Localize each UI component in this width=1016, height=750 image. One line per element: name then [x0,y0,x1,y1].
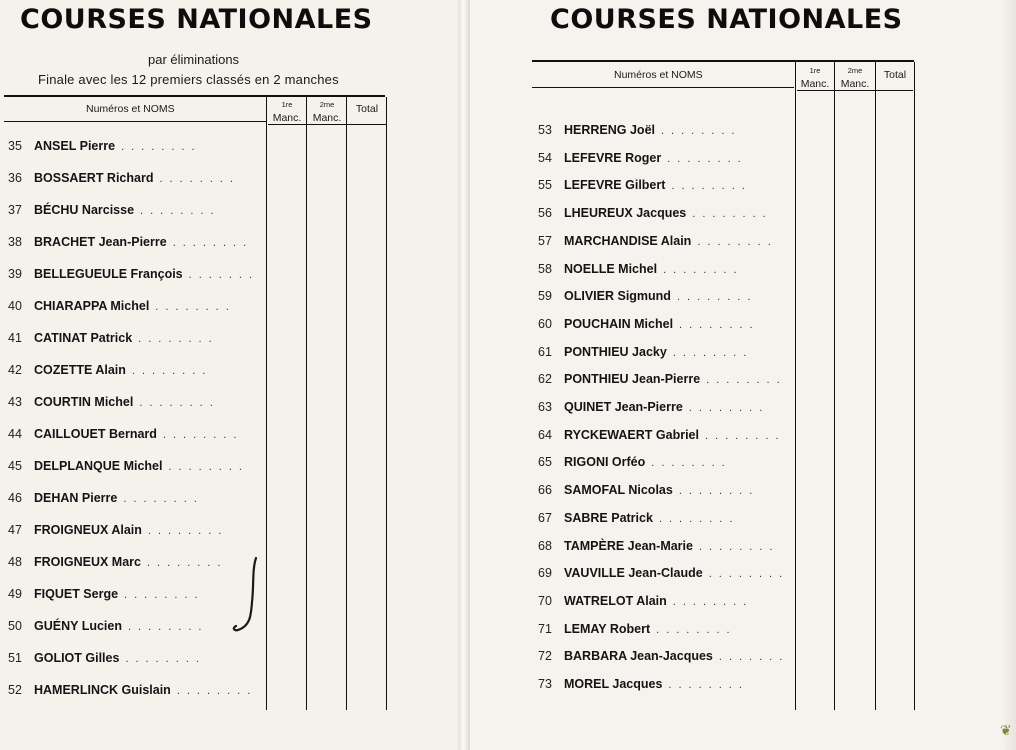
entry-number: 65 [538,455,552,470]
left-header-names: Numéros et NOMS [86,103,175,115]
left-page [0,0,458,750]
entry-number: 58 [538,261,552,276]
right-col-divider-4 [914,62,915,710]
entry-name: POUCHAIN Michel [564,316,674,331]
entry-row [8,139,202,153]
entry-number: 68 [538,538,552,553]
entry-name: OLIVIER Sigmund [564,289,671,304]
entry-row [8,363,212,377]
entry-number: 37 [8,203,22,217]
entry-row [538,622,737,636]
entry-row [8,395,220,409]
entry-row [538,539,779,553]
leader-dots: ........ [155,301,236,313]
entry-name: MARCHANDISE Alain [564,233,692,248]
leader-dots: ........ [661,125,742,137]
right-header-manche1 [798,65,832,90]
entry-number: 38 [8,235,22,249]
entry-row [538,151,748,165]
entry-number: 41 [8,331,22,345]
entry-number: 40 [8,299,22,313]
leader-dots: ........ [663,263,744,276]
leader-dots: ........ [176,685,258,697]
entry-name: SAMOFAL Nicolas [564,483,673,498]
entry-name: BELLEGUEULE François [34,267,183,281]
leader-dots: ........ [139,397,220,409]
entry-row [8,459,249,473]
entry-number: 44 [8,427,22,441]
entry-name: GOLIOT Gilles [34,651,120,665]
entry-number: 63 [538,400,552,414]
leader-dots: ........ [706,374,787,387]
left-page-subtitle: par éliminations [148,52,240,67]
right-header-manche1-label: Manc. [800,78,830,90]
leader-dots: ........ [698,540,780,553]
page-edge [1004,0,1016,750]
leader-dots: ........ [671,180,752,193]
leader-dots: ........ [162,429,244,441]
leader-dots: ........ [658,512,740,525]
entry-name: RYCKEWAERT Gabriel [564,427,699,442]
leader-dots: ........ [123,493,204,505]
left-col-divider-3 [346,97,347,710]
right-score-header-rule [797,90,913,91]
leader-dots: ........ [127,621,209,633]
entry-name: CHIARAPPA Michel [34,299,150,313]
entry-name: LHEUREUX Jacques [564,206,687,221]
entry-number: 54 [538,150,552,165]
leader-dots: ........ [688,402,770,414]
entry-number: 60 [538,316,552,331]
left-col-divider-2 [306,97,307,710]
entry-name: PONTHIEU Jean-Pierre [564,372,701,387]
entry-number: 66 [538,483,552,498]
leader-dots: ........ [708,568,790,581]
entry-number: 45 [8,459,22,473]
entry-number: 57 [538,233,552,248]
entry-name: COZETTE Alain [34,363,126,377]
entry-row [538,262,744,276]
entry-number: 53 [538,123,552,137]
entry-number: 39 [8,267,22,281]
left-page-title: COURSES NATIONALES [20,4,373,35]
entry-number: 46 [8,491,22,505]
entry-row [8,523,228,537]
entry-row [8,171,240,185]
left-table-header-rule [4,121,266,122]
right-page-title: COURSES NATIONALES [550,4,903,35]
entry-name: NOELLE Michel [564,261,658,276]
entry-name: WATRELOT Alain [564,593,667,608]
book-gutter [458,0,470,750]
entry-number: 47 [8,523,22,537]
entry-row [538,289,757,303]
entry-row [538,372,787,386]
right-header-manche1-sup: 1re [809,66,821,75]
leader-dots: ........ [121,141,202,153]
entry-row [8,619,208,633]
entry-name: PONTHIEU Jacky [564,344,667,359]
leader-dots: ........ [168,461,249,473]
leader-dots: ........ [651,457,732,470]
entry-row [538,677,749,691]
entry-name: FIQUET Serge [34,587,119,601]
entry-number: 55 [538,178,552,193]
entry-row [8,267,259,281]
entry-row [8,683,257,697]
entry-name: MOREL Jacques [564,677,663,691]
entry-number: 61 [538,344,552,359]
entry-row [8,235,253,249]
entry-name: HAMERLINCK Guislain [34,683,171,697]
entry-name: TAMPÈRE Jean-Marie [564,538,693,553]
entry-number: 48 [8,555,22,569]
entry-row [538,400,769,414]
entry-row [8,555,227,569]
leader-dots: ........ [667,152,748,165]
entry-number: 64 [538,427,552,442]
entry-name: BOSSAERT Richard [34,171,154,185]
entry-name: GUÉNY Lucien [34,619,122,633]
entry-number: 71 [538,621,552,636]
leaf-icon: ❦ [1000,722,1012,738]
entry-row [538,206,773,220]
leader-dots: ........ [147,525,229,537]
leader-dots: ....... [718,651,790,664]
leader-dots: ........ [668,679,749,691]
entry-number: 35 [8,139,22,153]
entry-name: BARBARA Jean-Jacques [564,649,713,664]
right-header-manche2-label: Manc. [840,78,870,90]
left-header-manche1-sup: 1re [281,100,293,109]
leader-dots: ........ [692,208,773,221]
right-col-divider-1 [795,62,796,710]
entry-name: DELPLANQUE Michel [34,459,163,473]
entry-number: 69 [538,566,552,581]
right-table-header-rule [532,87,794,88]
entry-name: VAUVILLE Jean-Claude [564,566,703,581]
entry-name: FROIGNEUX Marc [34,555,141,569]
entry-number: 51 [8,651,22,665]
entry-name: CATINAT Patrick [34,331,133,345]
entry-number: 43 [8,395,22,409]
leader-dots: ........ [672,595,754,608]
left-col-divider-4 [386,97,387,710]
entry-name: LEFEVRE Roger [564,150,662,165]
entry-name: BRACHET Jean-Pierre [34,235,167,249]
left-col-divider-1 [266,97,267,710]
handwritten-bracket-mark [226,556,266,636]
entry-name: DEHAN Pierre [34,491,118,505]
entry-row [538,483,759,497]
left-header-manche2-label: Manc. [312,112,342,124]
entry-name: CAILLOUET Bernard [34,427,157,441]
entry-number: 50 [8,619,22,633]
right-col-divider-3 [875,62,876,710]
leader-dots: ........ [172,237,254,249]
right-page [470,0,1004,750]
right-table-top-rule [532,60,914,62]
entry-row [538,566,789,580]
leader-dots: ........ [672,346,754,359]
leader-dots: ........ [125,653,206,665]
entry-number: 67 [538,510,552,525]
entry-row [538,455,732,469]
right-col-divider-2 [834,62,835,710]
leader-dots: ........ [124,589,205,601]
entry-row [8,491,204,505]
entry-row [538,428,785,442]
entry-number: 62 [538,372,552,387]
left-header-manche2 [309,99,345,124]
entry-row [538,178,752,192]
right-header-names: Numéros et NOMS [614,69,703,81]
entry-row [8,299,236,313]
left-header-total: Total [355,103,379,115]
left-header-manche1-label: Manc. [272,112,302,124]
right-header-manche2-sup: 2me [847,66,863,75]
entry-row [538,317,760,331]
entry-name: HERRENG Joël [564,123,655,137]
entry-row [8,203,221,217]
entry-name: FROIGNEUX Alain [34,523,142,537]
leader-dots: ........ [131,365,213,377]
leader-dots: ........ [138,333,219,345]
entry-number: 56 [538,206,552,221]
entry-name: RIGONI Orféo [564,455,646,470]
right-header-total: Total [883,69,907,81]
entry-number: 59 [538,289,552,304]
entry-name: SABRE Patrick [564,510,653,525]
left-header-manche1 [270,99,304,124]
entry-row [538,123,741,137]
entry-row [538,345,753,359]
leader-dots: ........ [697,235,778,248]
entry-row [8,651,206,665]
leader-dots: ........ [704,429,786,442]
entry-number: 73 [538,677,552,691]
entry-name: BÉCHU Narcisse [34,203,135,217]
entry-name: COURTIN Michel [34,395,134,409]
left-score-header-rule [268,124,386,125]
entry-row [8,587,205,601]
left-table-top-rule [4,95,385,97]
leader-dots: ........ [146,557,228,569]
entry-number: 49 [8,587,22,601]
leader-dots: ........ [656,623,737,636]
entry-row [538,234,778,248]
entry-name: ANSEL Pierre [34,139,116,153]
entry-number: 70 [538,593,552,608]
leader-dots: ........ [140,205,221,217]
entry-row [538,511,739,525]
leader-dots: ........ [676,291,758,304]
leader-dots: ........ [159,173,240,185]
entry-row [538,594,753,608]
entry-row [8,331,219,345]
entry-row [538,649,789,663]
left-header-manche2-sup: 2me [319,100,335,109]
entry-number: 52 [8,683,22,697]
left-page-subtitle-finale: Finale avec les 12 premiers classés en 2 manches [38,72,339,87]
entry-number: 42 [8,363,22,377]
entry-name: LEMAY Robert [564,621,651,636]
entry-row [8,427,243,441]
right-header-manche2 [837,65,873,90]
entry-number: 72 [538,649,552,664]
leader-dots: ....... [188,269,260,281]
entry-name: QUINET Jean-Pierre [564,400,683,414]
leader-dots: ........ [679,318,760,331]
entry-number: 36 [8,171,22,185]
entry-name: LEFEVRE Gilbert [564,178,666,193]
leader-dots: ........ [678,485,760,498]
